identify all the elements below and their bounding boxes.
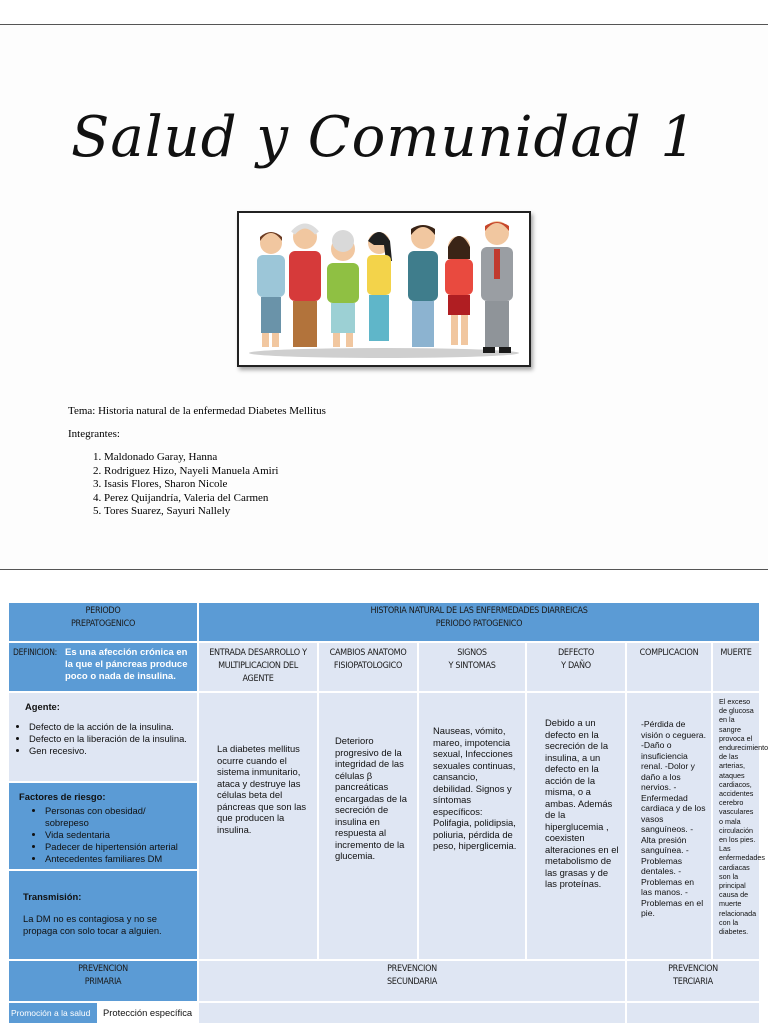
secondary-body-cell (198, 1002, 626, 1024)
specific-protection-cell: Protección específica (98, 1002, 198, 1024)
definition-text: Es una afección crónica en la que el páncreas produce poco o nada de insulina. (65, 647, 188, 682)
member-item: 2. Rodriguez Hizo, Nayeli Manuela Amiri (104, 465, 326, 479)
agent-item: • Defecto de la acción de la insulina. (29, 721, 191, 733)
entrada-text: La diabetes mellitus ocurre cuando el sistema inmunitario, ataca y destruye las células beta del páncreas que son las que producen la insulina. (217, 743, 307, 835)
prevention-tertiary-header: PREVENCION TERCIARIA (626, 960, 760, 1002)
agent-block (8, 692, 198, 782)
col-header-cambios: CAMBIOS ANATOMO FISIOPATOLOGICO (318, 642, 418, 692)
entrada-cell (198, 692, 318, 960)
muerte-text: El exceso de glucosa en la sangre provoca el endurecimiento de las arterias, ataques cardiacos, accidentes cerebro vasculares o mala circulación en los pies. Las enfermedades cardiacas son la principal causa de muerte relacionada con la diabetes. (719, 697, 768, 937)
member-item: 5. Tores Suarez, Sayuri Nallely (104, 505, 326, 519)
prepatogenic-header: PERIODO PREPATOGENICO (8, 602, 198, 642)
document-title: Salud y Comunidad 1 (70, 105, 698, 170)
members-list (68, 451, 326, 519)
prevention-secondary-header: PREVENCION SECUNDARIA (198, 960, 626, 1002)
people-illustration-svg (239, 213, 529, 365)
defecto-text: Debido a un defecto en la secreción de la insulina, a un defecto en la acción de la misma, o a ambas. Además de la hiperglucemia , coexisten alteraciones en el metabolismo de las grasas y de las proteínas. (545, 717, 619, 889)
risk-factor-item: • Padecer de hipertensión arterial (45, 841, 191, 853)
defecto-cell (526, 692, 626, 960)
risk-factor-item: • Vida sedentaria (45, 829, 191, 841)
risk-factor-item: • Antecedentes familiares DM (45, 853, 191, 865)
col-header-entrada: ENTRADA DESARROLLO Y MULTIPLICACION DEL AGENTE (198, 642, 318, 692)
cambios-text: Deterioro progresivo de la integridad de las células β pancreáticas encargadas de la secreción de insulina en respuesta al incremento de la glucemia. (335, 735, 407, 861)
signos-cell (418, 692, 526, 960)
col-header-signos: SIGNOS Y SINTOMAS (418, 642, 526, 692)
complicacion-text: -Pérdida de visión o ceguera. -Daño o insuficiencia renal. -Dolor y daño a los nervios. -Enfermedad cardiaca y de los vasos sanguíneos. -Alta presión sanguínea. -Problemas dentales. -Problemas en las manos. -Problemas en el pie. (641, 719, 706, 918)
member-item: 3. Isasis Flores, Sharon Nicole (104, 478, 326, 492)
risk-factors-list (15, 805, 191, 865)
health-promotion-cell: Promoción a la salud (8, 1002, 98, 1024)
document-metadata (68, 405, 326, 519)
agent-list (15, 721, 191, 757)
muerte-cell (712, 692, 768, 960)
pathogenic-header: HISTORIA NATURAL DE LAS ENFERMEDADES DIARREICAS PERIODO PATOGENICO (198, 602, 760, 642)
transmission-block (8, 870, 198, 960)
topic-line: Tema: Historia natural de la enfermedad Diabetes Mellitus (68, 405, 326, 417)
risk-factors-block (8, 782, 198, 870)
complicacion-cell (626, 692, 712, 960)
member-item: 4. Perez Quijandría, Valeria del Carmen (104, 492, 326, 506)
transmission-text: La DM no es contagiosa y no se propaga con solo tocar a alguien. (23, 912, 162, 936)
cover-page (0, 24, 768, 570)
cambios-cell (318, 692, 418, 960)
agent-item: • Gen recesivo. (29, 745, 191, 757)
transmission-label: Transmisión: (23, 891, 82, 902)
members-label: Integrantes: (68, 428, 120, 440)
tertiary-body-cell (626, 1002, 760, 1024)
member-item: 1. Maldonado Garay, Hanna (104, 451, 326, 465)
col-header-muerte: MUERTE (712, 642, 760, 692)
group-of-people-illustration (237, 211, 531, 367)
agent-item: • Defecto en la liberación de la insulina. (29, 733, 191, 745)
risk-factors-label: Factores de riesgo: (19, 791, 106, 802)
risk-factor-item: • Personas con obesidad/ sobrepeso (45, 805, 191, 829)
col-header-defecto: DEFECTO Y DAÑO (526, 642, 626, 692)
prevention-primary-header: PREVENCION PRIMARIA (8, 960, 198, 1002)
definition-cell: DEFINICION: Es una afección crónica en la que el páncreas produce poco o nada de insulina. (8, 642, 198, 692)
col-header-complicacion: COMPLICACION (626, 642, 712, 692)
signos-text: Nauseas, vómito, mareo, impotencia sexual, Infecciones sexuales continuas, cansancio, debilidad. Signos y síntomas específicos: Polifagia, polidipsia, poliuria, pérdida de peso, hiperglicemia. (433, 725, 517, 851)
agent-label: Agente: (25, 701, 60, 712)
